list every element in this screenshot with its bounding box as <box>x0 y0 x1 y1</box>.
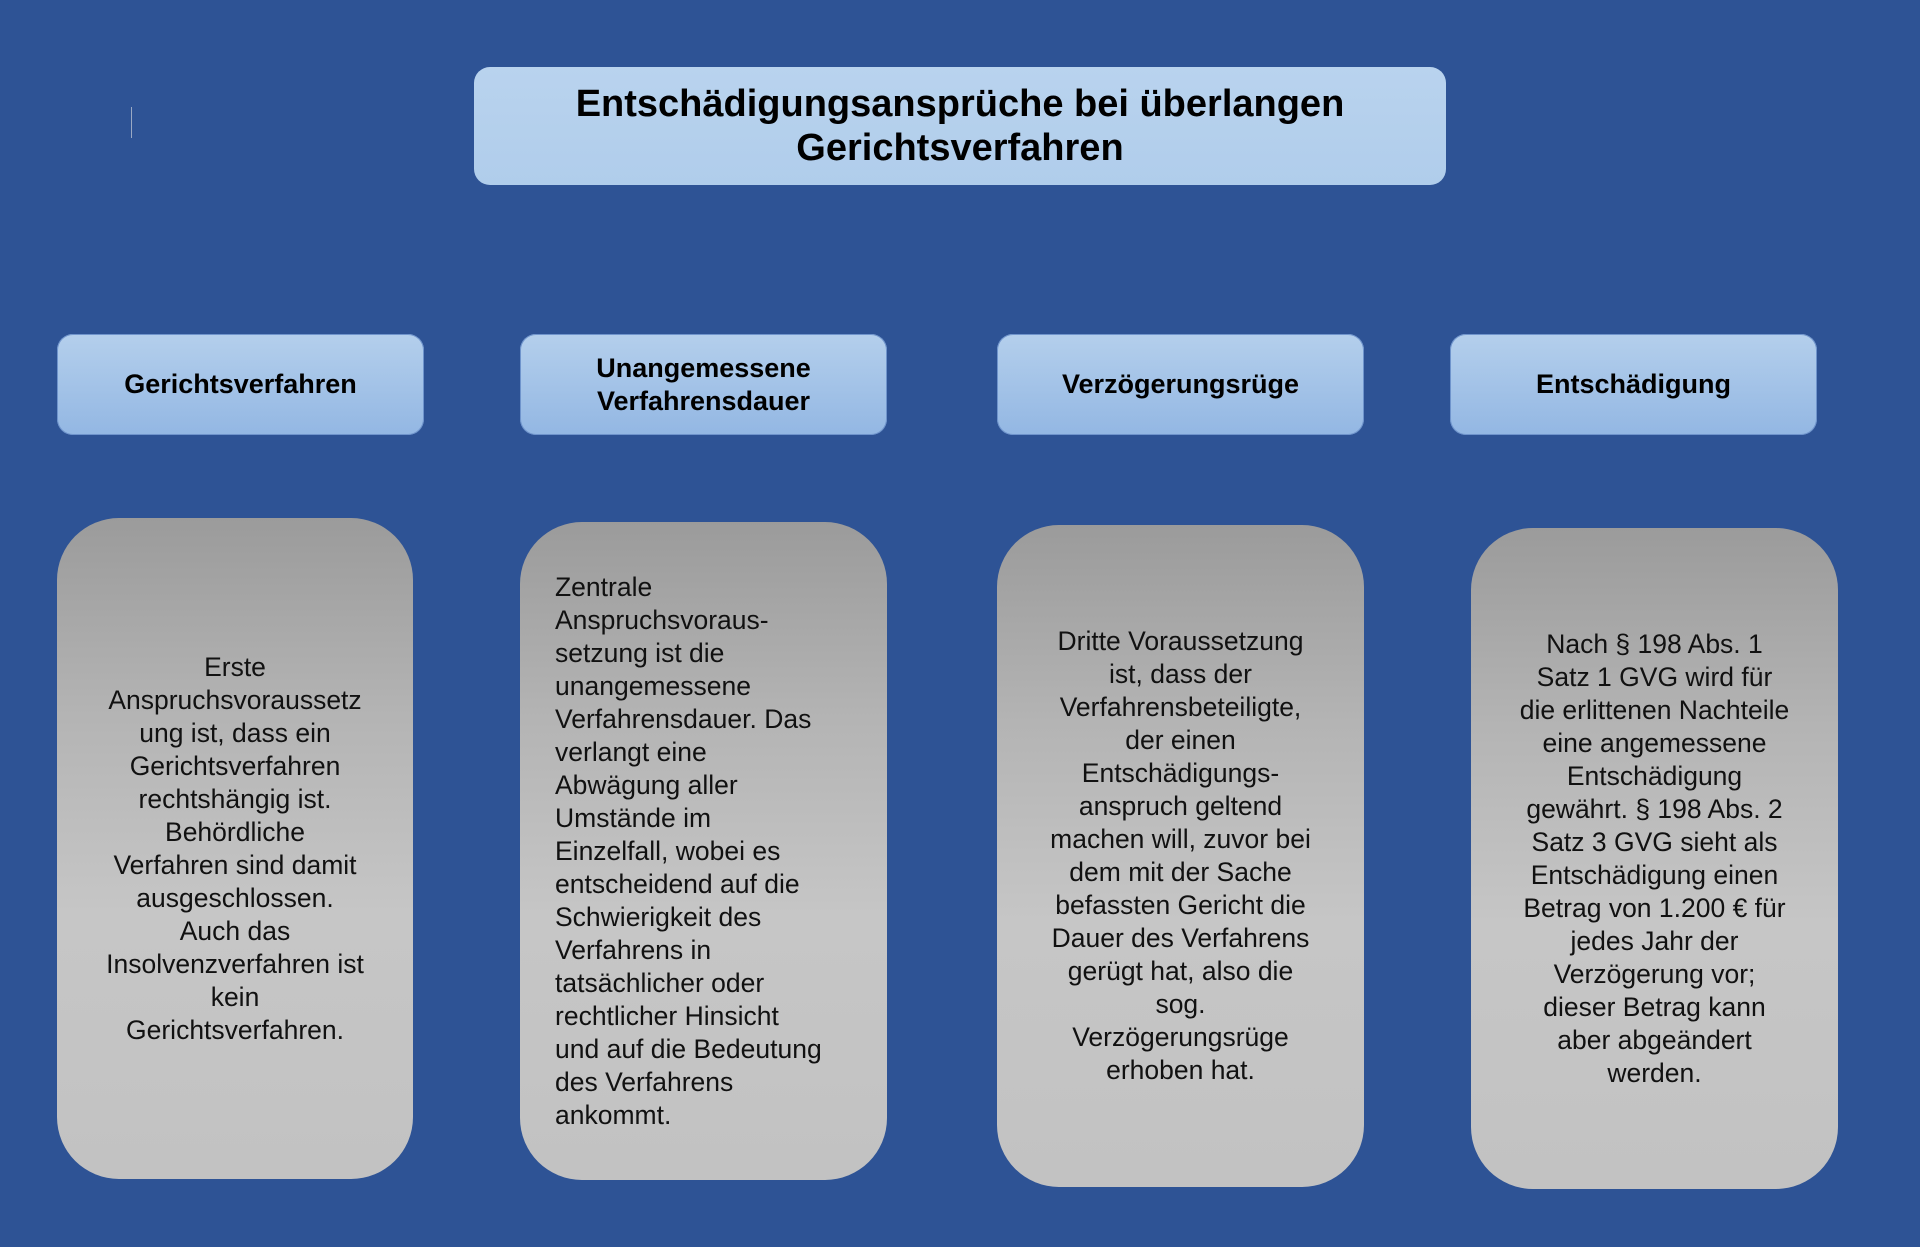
card-gerichtsverfahren: Erste Anspruchsvoraussetz ung ist, dass ein Gerichtsverfahren rechtshängig ist. Behördliche Verfahren sind damit ausgeschlossen. Auch das Insolvenzverfahren ist kein Gerichtsverfahren. <box>57 518 413 1179</box>
header-unangemessene-verfahrensdauer: Unangemessene Verfahrensdauer <box>520 334 887 435</box>
text-cursor <box>131 107 132 138</box>
header-entschaedigung: Entschädigung <box>1450 334 1817 435</box>
header-gerichtsverfahren: Gerichtsverfahren <box>57 334 424 435</box>
card-entschaedigung: Nach § 198 Abs. 1 Satz 1 GVG wird für die erlittenen Nachteile eine angemessene Entschädigung gewährt. § 198 Abs. 2 Satz 3 GVG sieht als Entschädigung einen Betrag von 1.200 € für jedes Jahr der Verzögerung vor; dieser Betrag kann aber abgeändert werden. <box>1471 528 1838 1189</box>
header-verzoegerungsruege: Verzögerungsrüge <box>997 334 1364 435</box>
diagram-title: Entschädigungsansprüche bei überlangen Gerichtsverfahren <box>474 67 1446 185</box>
card-verzoegerungsruege: Dritte Voraussetzung ist, dass der Verfahrensbeteiligte, der einen Entschädigungs- anspruch geltend machen will, zuvor bei dem mit der Sache befassten Gericht die Dauer des Verfahrens gerügt hat, also die sog. Verzögerungsrüge erhoben hat. <box>997 525 1364 1187</box>
card-unangemessene-verfahrensdauer: Zentrale Anspruchsvoraus- setzung ist die unangemessene Verfahrensdauer. Das verlangt eine Abwägung aller Umstände im Einzelfall, wobei es entscheidend auf die Schwierigkeit des Verfahrens in tatsächlicher oder rechtlicher Hinsicht und auf die Bedeutung des Verfahrens ankommt. <box>520 522 887 1180</box>
